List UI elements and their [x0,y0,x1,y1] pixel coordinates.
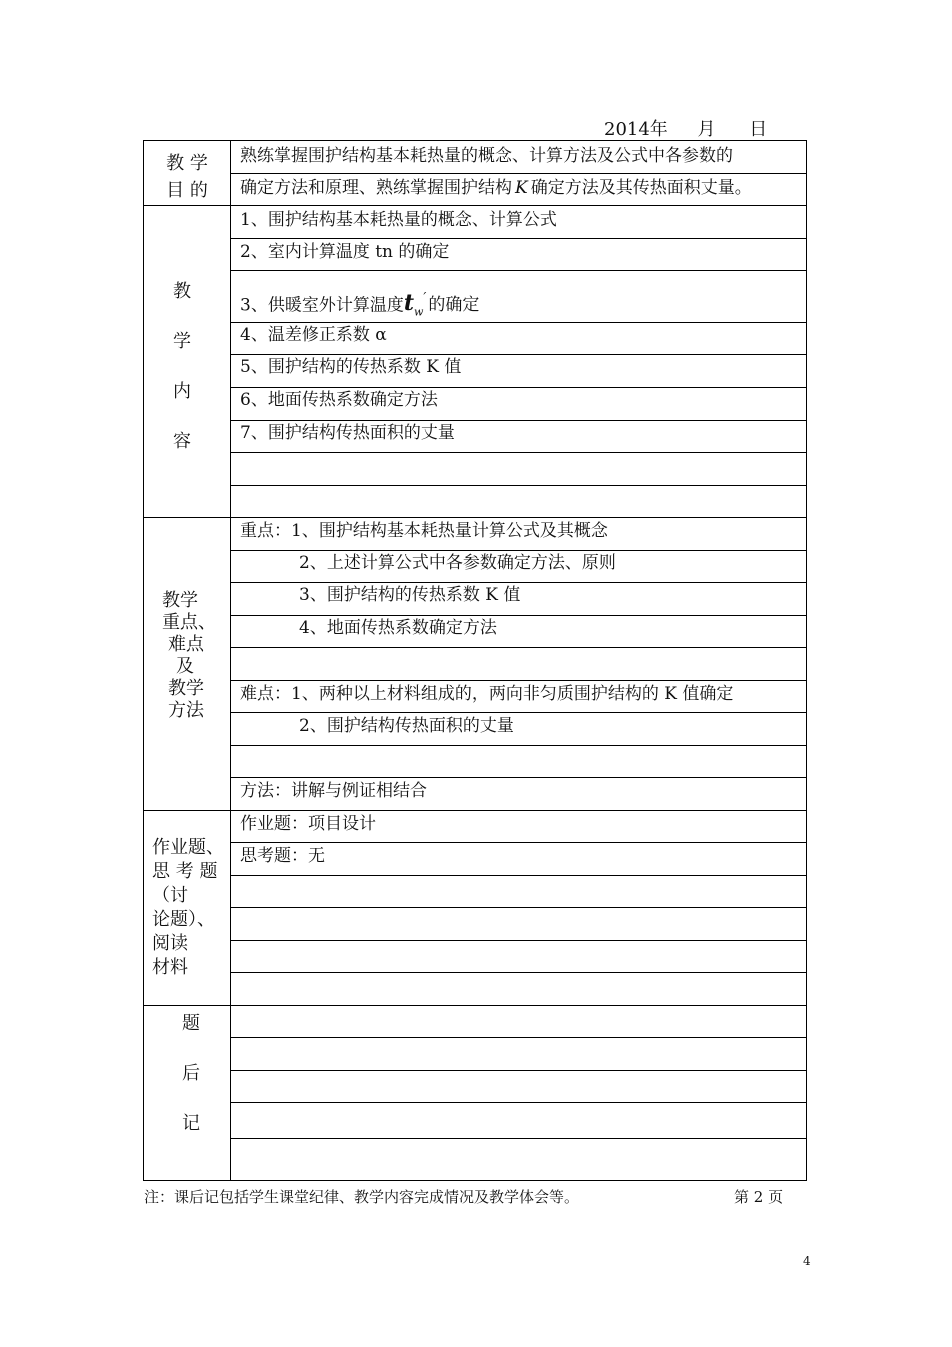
row-line [230,550,806,551]
row-line [230,485,806,486]
row-line [230,745,806,746]
content-item: 4、温差修正系数 α [240,325,387,345]
keypoint-line: 2、上述计算公式中各参数确定方法、原则 [299,553,616,573]
row-line [230,582,806,583]
keypoint-line: 重点：1、围护结构基本耗热量计算公式及其概念 [240,521,608,541]
lesson-plan-table [143,140,807,1181]
content-item-3 [240,289,479,323]
objective-line1: 熟练掌握围护结构基本耗热量的概念、计算方法及公式中各参数的 [240,146,733,166]
objective-label-line2: 目 的 [166,180,208,201]
row-line [230,972,806,973]
row-line [230,777,806,778]
afterword-label-char: 记 [182,1113,200,1134]
row-line [230,270,806,271]
footer-note: 注：课后记包括学生课堂纪律、教学内容完成情况及教学体会等。 [144,1188,580,1206]
content-label-char: 容 [173,431,191,452]
thinking-question-line: 思考题：无 [240,846,325,866]
content-label-char: 内 [173,381,191,402]
sheet-number: 4 [803,1254,811,1268]
content-item3-tail: 的确定 [428,295,480,316]
date-day: 日 [749,119,768,140]
content-item3-text: 3、供暖室外计算温度 [240,295,404,316]
objective-line2 [240,178,752,198]
content-item: 5、围护结构的传热系数 K 值 [240,357,462,377]
objective-line2-b: 确定方法及其传热面积丈量。 [530,178,752,198]
row-line [230,842,806,843]
tw-symbol: $t_w'$ [403,290,427,319]
row-line [230,238,806,239]
row-line [230,1138,806,1139]
row-line [230,173,806,174]
row-line [230,712,806,713]
row-line [230,1037,806,1038]
content-item: 1、围护结构基本耗热量的概念、计算公式 [240,210,557,230]
row-line [230,354,806,355]
difficulty-line: 2、围护结构传热面积的丈量 [299,716,514,736]
row-line [230,452,806,453]
content-label-char: 学 [173,331,191,352]
content-label-char: 教 [173,281,191,302]
row-line [230,420,806,421]
content-item: 2、室内计算温度 tn 的确定 [240,242,450,262]
row-line [230,680,806,681]
row-line [230,940,806,941]
row-line [230,615,806,616]
section-line [144,205,806,206]
afterword-label-char: 后 [182,1063,200,1084]
row-line [230,1070,806,1071]
afterword-label-char: 题 [182,1013,200,1034]
section-line [144,1005,806,1006]
row-line [230,1102,806,1103]
date-month: 月 [697,119,716,140]
keypoint-line: 3、围护结构的传热系数 K 值 [299,585,521,605]
date-year: 2014年 [604,119,668,140]
method-line: 方法：讲解与例证相结合 [240,781,427,801]
keypoints-label: 教学 重点、 难点 及 教学 方法 [162,590,216,721]
row-line [230,387,806,388]
row-line [230,907,806,908]
content-item: 7、围护结构传热面积的丈量 [240,423,455,443]
keypoint-line: 4、地面传热系数确定方法 [299,618,497,638]
section-line [144,517,806,518]
homework-line: 作业题：项目设计 [240,814,376,834]
row-line [230,875,806,876]
objective-label-line1: 教 学 [166,153,208,174]
row-line [230,647,806,648]
content-item: 6、地面传热系数确定方法 [240,390,438,410]
objective-k-symbol: K [515,178,528,198]
difficulty-line: 难点：1、两种以上材料组成的，两向非匀质围护结构的 K 值确定 [240,684,734,704]
date-line [604,115,767,141]
page-number: 第 2 页 [734,1188,784,1206]
homework-label: 作业题、 思 考 题 （讨 论题）、 阅读 材料 [152,837,224,978]
objective-line2-a: 确定方法和原理、熟练掌握围护结构 [240,178,512,198]
section-line [144,810,806,811]
